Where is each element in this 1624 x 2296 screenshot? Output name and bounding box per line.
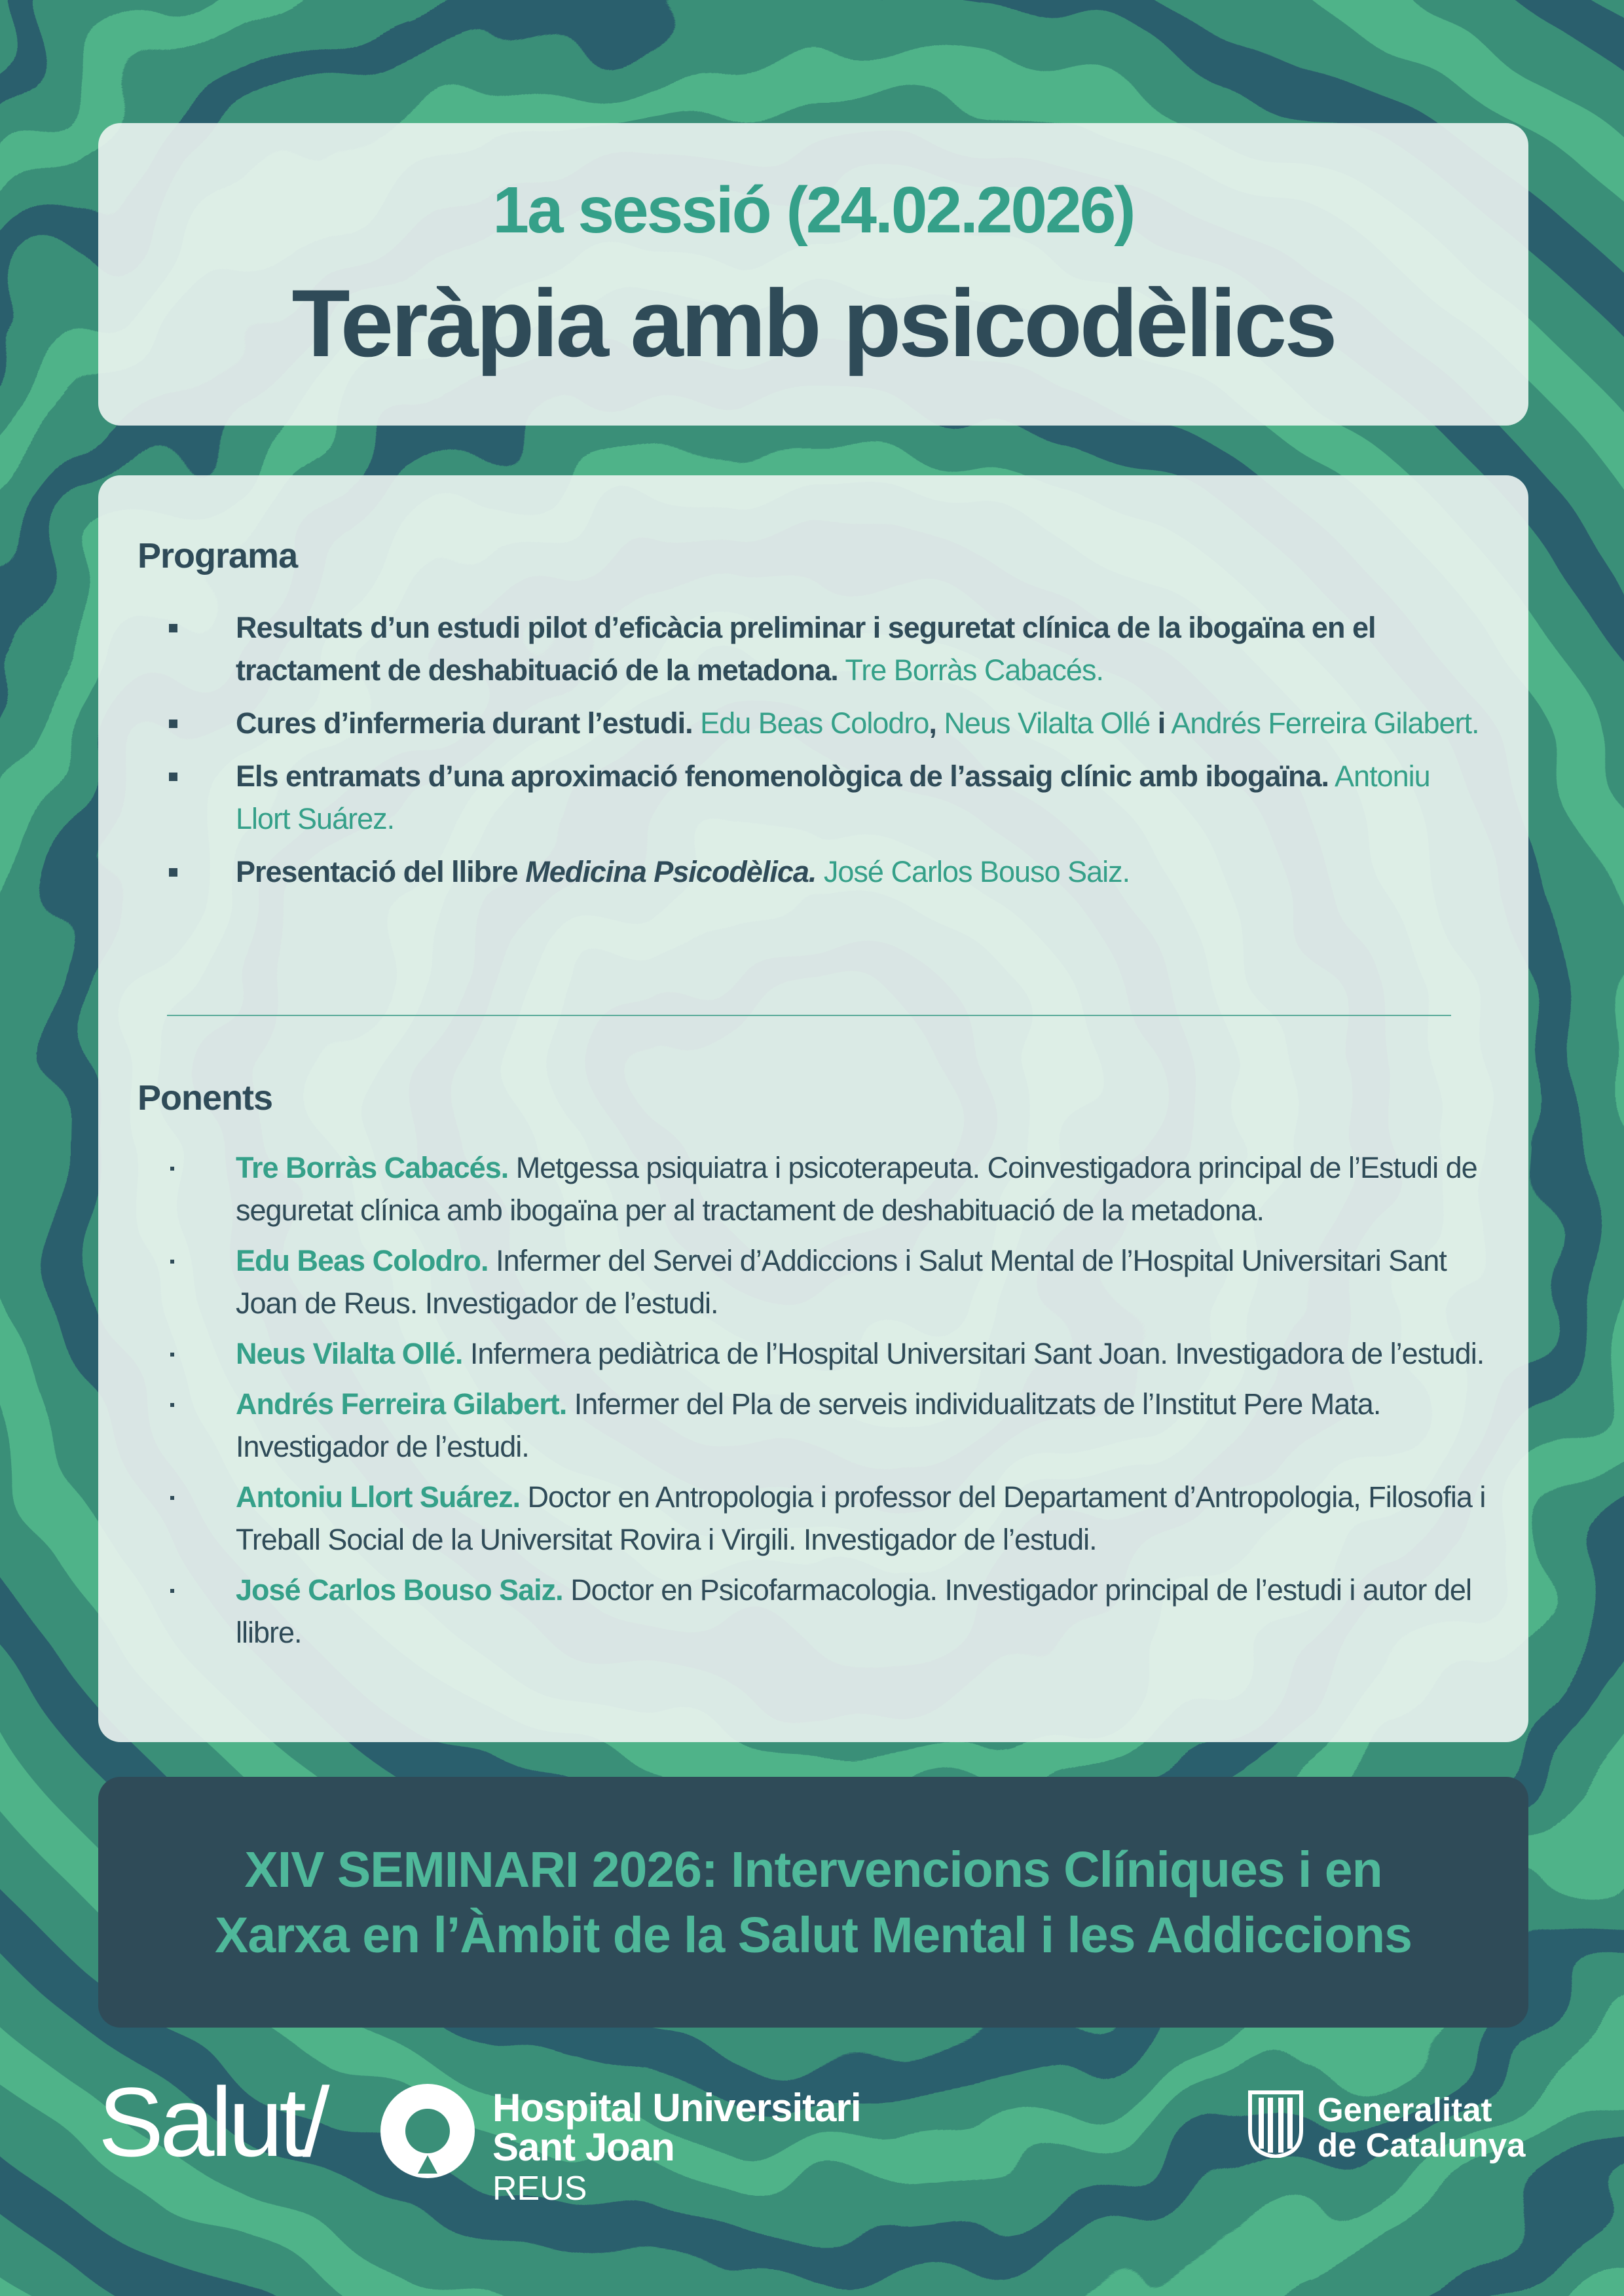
dot-bullet-icon — [170, 1353, 174, 1357]
ponent-name: Andrés Ferreira Gilabert. — [236, 1387, 567, 1421]
section-divider — [167, 1015, 1451, 1016]
square-bullet-icon — [169, 773, 177, 781]
ponent-bio: Infermera pediàtrica de l’Hospital Universitari Sant Joan. Investigadora de l’estudi. — [470, 1337, 1485, 1370]
seminar-title-line-2: Xarxa en l’Àmbit de la Salut Mental i les Addiccions — [215, 1907, 1412, 1963]
programa-item-title: Resultats d’un estudi pilot d’eficàcia preliminar i seguretat clínica de la ibogaïna en el tractament de deshabituació de la metadona. — [236, 611, 1376, 687]
square-bullet-icon — [169, 720, 177, 728]
ponent-name: Neus Vilalta Ollé. — [236, 1337, 463, 1370]
hospital-logo-icon — [378, 2082, 477, 2180]
ponent-name: Antoniu Llort Suárez. — [236, 1480, 520, 1514]
ponent-bio: Metgessa psiquiatra i psicoterapeuta. Coinvestigadora principal de l’Estudi de seguretat clínica amb ibogaïna per al tractament de deshabituació de la metadona. — [236, 1151, 1477, 1227]
ponents-list — [98, 1146, 1489, 1662]
dot-bullet-icon — [170, 1589, 174, 1593]
ponent-item — [98, 1476, 1489, 1561]
generalitat-name-line-1: Generalitat — [1318, 2091, 1492, 2128]
ponent-item — [98, 1239, 1489, 1324]
programa-item-book-title: Medicina Psicodèlica. — [525, 855, 817, 888]
programa-item-title: Els entramats d’una aproximació fenomenològica de l’assaig clínic amb ibogaïna. — [236, 759, 1329, 793]
ponent-item — [98, 1569, 1489, 1654]
content-panel — [98, 475, 1528, 1742]
ponent-bio: Infermer del Pla de serveis individualitzats de l’Institut Pere Mata. Investigador de l’estudi. — [236, 1387, 1381, 1463]
generalitat-emblem-icon — [1247, 2090, 1304, 2158]
programa-item-speaker: Tre Borràs Cabacés. — [845, 653, 1103, 687]
programa-item-separator: i — [1157, 706, 1166, 740]
salut-logo: Salut/ — [98, 2067, 326, 2177]
programa-item — [98, 606, 1489, 691]
ponent-name: Edu Beas Colodro. — [236, 1244, 489, 1277]
dot-bullet-icon — [170, 1260, 174, 1264]
generalitat-name-line-2: de Catalunya — [1318, 2126, 1526, 2164]
programa-item-speaker: Antoniu Llort Suárez. — [236, 759, 1430, 835]
ponent-name: Tre Borràs Cabacés. — [236, 1151, 509, 1184]
seminar-title-line-1: XIV SEMINARI 2026: Intervencions Clíniques i en — [244, 1842, 1382, 1898]
hospital-name-line-1: Hospital Universitari — [492, 2086, 861, 2130]
session-date: 1a sessió (24.02.2026) — [492, 173, 1134, 247]
seminar-title — [98, 1837, 1528, 1968]
programa-item-speaker: Andrés Ferreira Gilabert. — [1171, 706, 1479, 740]
ponent-item — [98, 1332, 1489, 1375]
dot-bullet-icon — [170, 1496, 174, 1500]
hospital-city: REUS — [492, 2170, 587, 2208]
square-bullet-icon — [169, 868, 177, 877]
ponent-bio: Doctor en Psicofarmacologia. Investigador principal de l’estudi i autor del llibre. — [236, 1573, 1471, 1649]
ponent-item — [98, 1383, 1489, 1468]
programa-item-speaker: José Carlos Bouso Saiz. — [823, 855, 1130, 888]
programa-item-speaker: Neus Vilalta Ollé — [944, 706, 1151, 740]
dot-bullet-icon — [170, 1167, 174, 1171]
dot-bullet-icon — [170, 1403, 174, 1407]
hospital-name-line-2: Sant Joan — [492, 2125, 674, 2169]
session-title: Teràpia amb psicodèlics — [291, 270, 1335, 376]
programa-item — [98, 850, 1489, 893]
programa-heading: Programa — [138, 536, 298, 575]
programa-list — [98, 606, 1489, 903]
ponent-name: José Carlos Bouso Saiz. — [236, 1573, 563, 1607]
ponent-bio: Doctor en Antropologia i professor del Departament d’Antropologia, Filosofia i Treball Social de la Universitat Rovira i Virgili. Investigador de l’estudi. — [236, 1480, 1486, 1556]
ponents-heading: Ponents — [138, 1078, 273, 1118]
square-bullet-icon — [169, 624, 177, 632]
ponent-bio: Infermer del Servei d’Addiccions i Salut Mental de l’Hospital Universitari Sant Joan de Reus. Investigador de l’estudi. — [236, 1244, 1447, 1320]
programa-item-title: Presentació del llibre — [236, 855, 518, 888]
programa-item — [98, 702, 1489, 744]
session-header-panel — [98, 123, 1528, 426]
programa-item-speaker: Edu Beas Colodro — [700, 706, 929, 740]
programa-item-separator: , — [929, 706, 936, 740]
seminar-banner — [98, 1777, 1528, 2028]
ponent-item — [98, 1146, 1489, 1231]
programa-item — [98, 755, 1489, 840]
programa-item-title: Cures d’infermeria durant l’estudi. — [236, 706, 693, 740]
